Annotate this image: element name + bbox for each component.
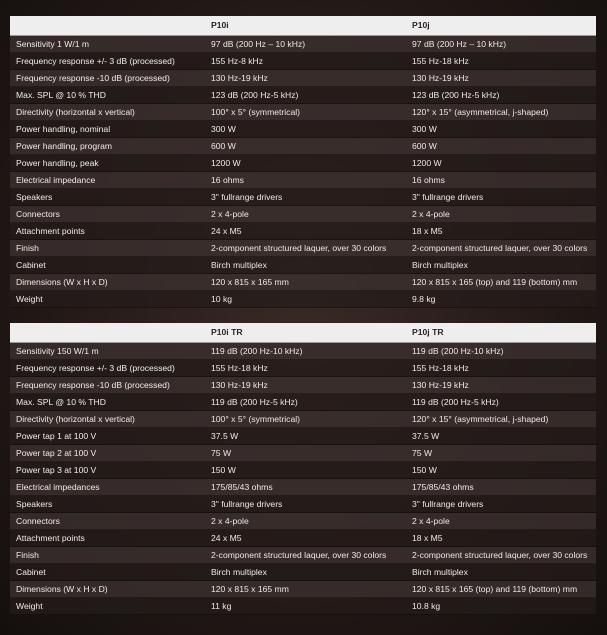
spec-value-left: 150 W bbox=[205, 462, 406, 479]
spec-value-left: 600 W bbox=[205, 138, 406, 155]
table-row bbox=[10, 530, 596, 547]
spec-value-right: 18 x M5 bbox=[406, 530, 596, 547]
spec-value-right: 130 Hz-19 kHz bbox=[406, 70, 596, 87]
spec-value-right: 175/85/43 ohms bbox=[406, 479, 596, 496]
spec-value-right: 2-component structured laquer, over 30 colors bbox=[406, 547, 596, 564]
spec-label: Electrical impedances bbox=[10, 479, 205, 496]
header-cell-p10i: P10i bbox=[205, 16, 406, 36]
spec-value-left: 11 kg bbox=[205, 598, 406, 615]
table-row bbox=[10, 206, 596, 223]
spec-value-right: 119 dB (200 Hz-10 kHz) bbox=[406, 343, 596, 360]
table-row bbox=[10, 343, 596, 360]
table-row bbox=[10, 53, 596, 70]
spec-value-left: 155 Hz-8 kHz bbox=[205, 53, 406, 70]
spec-label: Finish bbox=[10, 240, 205, 257]
spec-value-right: 2-component structured laquer, over 30 colors bbox=[406, 240, 596, 257]
spec-value-right: 75 W bbox=[406, 445, 596, 462]
spec-label: Frequency response +/- 3 dB (processed) bbox=[10, 360, 205, 377]
spec-label: Power handling, program bbox=[10, 138, 205, 155]
spec-label: Sensitivity 150 W/1 m bbox=[10, 343, 205, 360]
spec-value-left: 100° x 5° (symmetrical) bbox=[205, 411, 406, 428]
table-row bbox=[10, 155, 596, 172]
spec-value-right: 1200 W bbox=[406, 155, 596, 172]
spec-value-right: 2 x 4-pole bbox=[406, 513, 596, 530]
table-header-row bbox=[10, 16, 596, 36]
spec-label: Sensitivity 1 W/1 m bbox=[10, 36, 205, 53]
table-row bbox=[10, 445, 596, 462]
spec-value-right: 130 Hz-19 kHz bbox=[406, 377, 596, 394]
spec-value-right: Birch multiplex bbox=[406, 257, 596, 274]
spec-label: Directivity (horizontal x vertical) bbox=[10, 411, 205, 428]
table-row bbox=[10, 496, 596, 513]
spec-label: Attachment points bbox=[10, 530, 205, 547]
spec-label: Frequency response +/- 3 dB (processed) bbox=[10, 53, 205, 70]
spec-label: Connectors bbox=[10, 513, 205, 530]
spec-value-left: 3" fullrange drivers bbox=[205, 189, 406, 206]
spec-value-right: 600 W bbox=[406, 138, 596, 155]
spec-value-left: 10 kg bbox=[205, 291, 406, 308]
spec-value-left: 2-component structured laquer, over 30 colors bbox=[205, 547, 406, 564]
spec-value-left: 24 x M5 bbox=[205, 530, 406, 547]
header-cell-label bbox=[10, 16, 205, 36]
spec-value-right: 16 ohms bbox=[406, 172, 596, 189]
spec-label: Frequency response -10 dB (processed) bbox=[10, 70, 205, 87]
spec-value-left: 3" fullrange drivers bbox=[205, 496, 406, 513]
spec-value-left: 119 dB (200 Hz-10 kHz) bbox=[205, 343, 406, 360]
spec-value-right: 18 x M5 bbox=[406, 223, 596, 240]
spec-value-right: 120 x 815 x 165 (top) and 119 (bottom) mm bbox=[406, 274, 596, 291]
spec-label: Speakers bbox=[10, 189, 205, 206]
table-row bbox=[10, 513, 596, 530]
spec-value-left: 75 W bbox=[205, 445, 406, 462]
spec-value-right: 120° x 15° (asymmetrical, j-shaped) bbox=[406, 411, 596, 428]
table-row bbox=[10, 462, 596, 479]
spec-value-right: 300 W bbox=[406, 121, 596, 138]
spec-label: Directivity (horizontal x vertical) bbox=[10, 104, 205, 121]
table-row bbox=[10, 547, 596, 564]
spec-label: Electrical impedance bbox=[10, 172, 205, 189]
spec-value-right: 119 dB (200 Hz-5 kHz) bbox=[406, 394, 596, 411]
spec-value-right: 97 dB (200 Hz – 10 kHz) bbox=[406, 36, 596, 53]
spec-value-left: 100° x 5° (symmetrical) bbox=[205, 104, 406, 121]
table-body bbox=[10, 36, 596, 308]
spec-value-right: 123 dB (200 Hz-5 kHz) bbox=[406, 87, 596, 104]
table-row bbox=[10, 428, 596, 445]
spec-label: Max. SPL @ 10 % THD bbox=[10, 87, 205, 104]
spec-value-right: 155 Hz-18 kHz bbox=[406, 360, 596, 377]
table-row bbox=[10, 172, 596, 189]
spec-value-right: 9.8 kg bbox=[406, 291, 596, 308]
table-row bbox=[10, 564, 596, 581]
spec-label: Connectors bbox=[10, 206, 205, 223]
table-row bbox=[10, 479, 596, 496]
table-row bbox=[10, 70, 596, 87]
header-cell-p10i-tr: P10i TR bbox=[205, 323, 406, 343]
table-row bbox=[10, 581, 596, 598]
table-row bbox=[10, 223, 596, 240]
spec-label: Cabinet bbox=[10, 564, 205, 581]
spec-value-left: 119 dB (200 Hz-5 kHz) bbox=[205, 394, 406, 411]
table-row bbox=[10, 121, 596, 138]
spec-value-left: 130 Hz-19 kHz bbox=[205, 70, 406, 87]
table-row bbox=[10, 598, 596, 615]
spec-label: Cabinet bbox=[10, 257, 205, 274]
table-row bbox=[10, 36, 596, 53]
spec-value-right: 3" fullrange drivers bbox=[406, 496, 596, 513]
spec-label: Power handling, peak bbox=[10, 155, 205, 172]
spec-value-left: 120 x 815 x 165 mm bbox=[205, 274, 406, 291]
spec-value-left: 37.5 W bbox=[205, 428, 406, 445]
spec-value-right: 155 Hz-18 kHz bbox=[406, 53, 596, 70]
spec-value-left: 2 x 4-pole bbox=[205, 206, 406, 223]
spec-label: Speakers bbox=[10, 496, 205, 513]
table-body bbox=[10, 343, 596, 615]
spec-value-left: 120 x 815 x 165 mm bbox=[205, 581, 406, 598]
spec-value-left: 24 x M5 bbox=[205, 223, 406, 240]
header-cell-p10j-tr: P10j TR bbox=[406, 323, 596, 343]
spec-label: Weight bbox=[10, 598, 205, 615]
spec-value-left: 16 ohms bbox=[205, 172, 406, 189]
spec-value-right: 2 x 4-pole bbox=[406, 206, 596, 223]
table-row bbox=[10, 360, 596, 377]
spec-value-right: 120° x 15° (asymmetrical, j-shaped) bbox=[406, 104, 596, 121]
spec-label: Power tap 3 at 100 V bbox=[10, 462, 205, 479]
spec-value-right: 3" fullrange drivers bbox=[406, 189, 596, 206]
spec-value-right: Birch multiplex bbox=[406, 564, 596, 581]
table-row bbox=[10, 257, 596, 274]
spec-value-right: 37.5 W bbox=[406, 428, 596, 445]
table-row bbox=[10, 189, 596, 206]
header-cell-p10j: P10j bbox=[406, 16, 596, 36]
spec-value-left: 175/85/43 ohms bbox=[205, 479, 406, 496]
spec-label: Power handling, nominal bbox=[10, 121, 205, 138]
spec-table-p10-tr bbox=[10, 323, 596, 615]
spec-label: Max. SPL @ 10 % THD bbox=[10, 394, 205, 411]
table-row bbox=[10, 104, 596, 121]
spec-label: Frequency response -10 dB (processed) bbox=[10, 377, 205, 394]
spec-value-left: 155 Hz-18 kHz bbox=[205, 360, 406, 377]
header-cell-label bbox=[10, 323, 205, 343]
spec-value-left: 123 dB (200 Hz-5 kHz) bbox=[205, 87, 406, 104]
table-row bbox=[10, 394, 596, 411]
table-row bbox=[10, 87, 596, 104]
spec-label: Dimensions (W x H x D) bbox=[10, 274, 205, 291]
table-row bbox=[10, 291, 596, 308]
spec-label: Attachment points bbox=[10, 223, 205, 240]
table-row bbox=[10, 240, 596, 257]
table-header-row bbox=[10, 323, 596, 343]
table-row bbox=[10, 274, 596, 291]
spec-value-right: 120 x 815 x 165 (top) and 119 (bottom) mm bbox=[406, 581, 596, 598]
spec-value-left: 97 dB (200 Hz – 10 kHz) bbox=[205, 36, 406, 53]
spec-value-left: Birch multiplex bbox=[205, 564, 406, 581]
spec-label: Power tap 1 at 100 V bbox=[10, 428, 205, 445]
spec-table-p10 bbox=[10, 16, 596, 308]
spec-value-right: 10.8 kg bbox=[406, 598, 596, 615]
spec-value-left: 2 x 4-pole bbox=[205, 513, 406, 530]
spec-value-left: Birch multiplex bbox=[205, 257, 406, 274]
spec-label: Finish bbox=[10, 547, 205, 564]
spec-value-left: 130 Hz-19 kHz bbox=[205, 377, 406, 394]
spec-label: Weight bbox=[10, 291, 205, 308]
spec-label: Power tap 2 at 100 V bbox=[10, 445, 205, 462]
spec-value-left: 2-component structured laquer, over 30 colors bbox=[205, 240, 406, 257]
table-row bbox=[10, 411, 596, 428]
spec-value-left: 300 W bbox=[205, 121, 406, 138]
table-row bbox=[10, 138, 596, 155]
spec-value-right: 150 W bbox=[406, 462, 596, 479]
spec-label: Dimensions (W x H x D) bbox=[10, 581, 205, 598]
table-row bbox=[10, 377, 596, 394]
spec-value-left: 1200 W bbox=[205, 155, 406, 172]
